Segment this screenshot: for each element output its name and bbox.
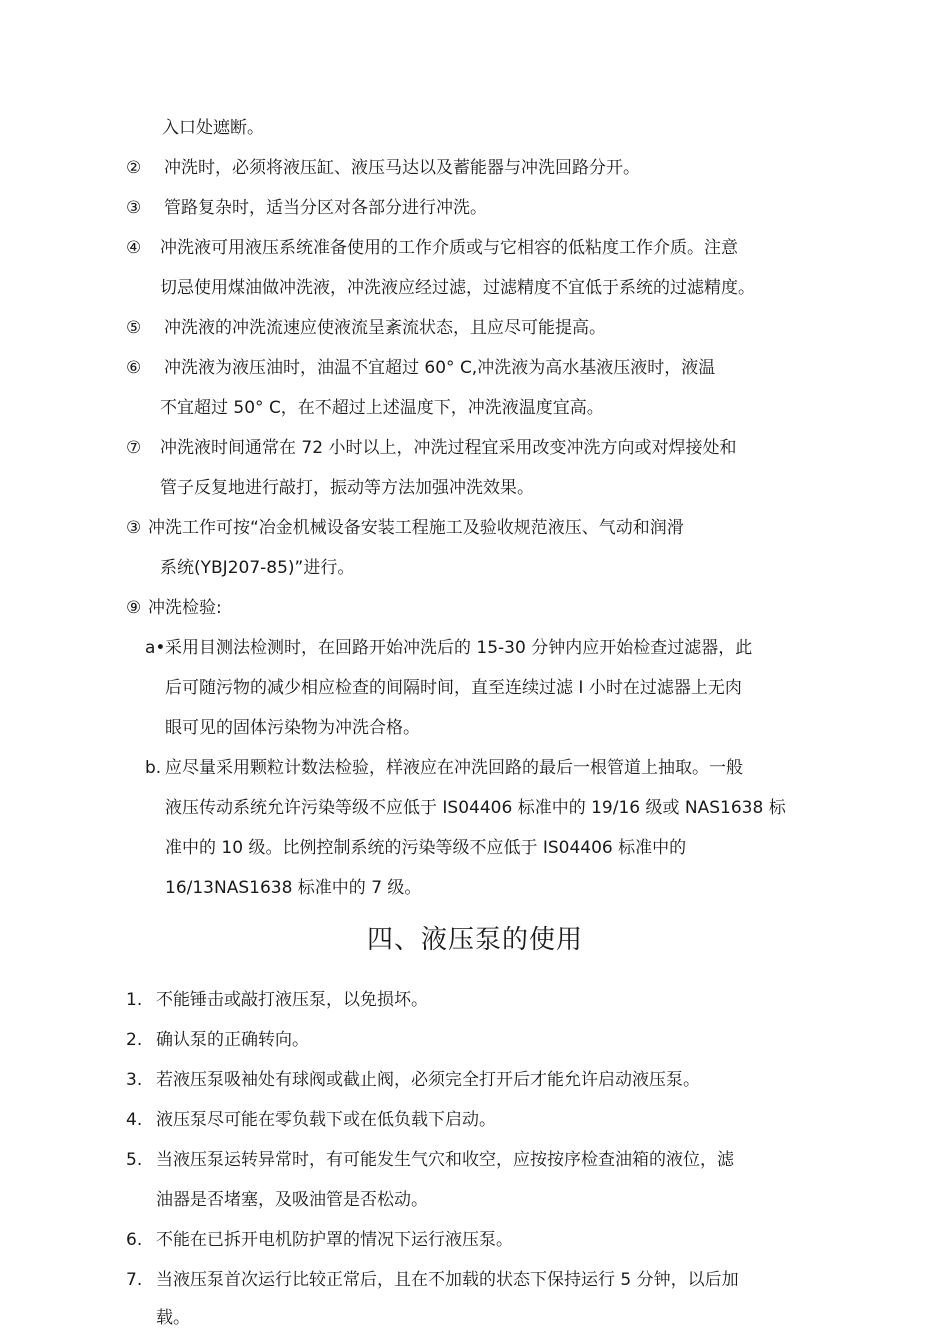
item-marker: ⑤ <box>126 318 142 338</box>
item-text: 系统(YBJ207-85)”进行。 <box>160 558 355 578</box>
item-marker: 2. <box>126 1030 143 1050</box>
item-text: 采用目测法检测时，在回路开始冲洗后的 15-30 分钟内应开始检查过滤器，此 <box>165 638 753 658</box>
item-marker: 3. <box>126 1070 143 1090</box>
item-marker: ⑨ <box>126 598 142 618</box>
item-marker: 7. <box>126 1270 143 1290</box>
item-marker: ③ <box>126 198 142 218</box>
item-text: 油器是否堵塞，及吸油管是否松动。 <box>156 1190 428 1210</box>
item-text: 应尽量采用颗粒计数法检验，样液应在冲洗回路的最后一根管道上抽取。一般 <box>165 758 743 778</box>
item-text: 当液压泵首次运行比较正常后，且在不加载的状态下保持运行 5 分钟，以后加 <box>156 1270 739 1290</box>
item-marker: b. <box>145 758 162 778</box>
item-text: 冲洗液时间通常在 72 小时以上，冲洗过程宜采用改变冲洗方向或对焊接处和 <box>160 438 737 458</box>
item-text: 不能锤击或敲打液压泵，以免损坏。 <box>156 990 428 1010</box>
item-text: 冲洗液可用液压系统准备使用的工作介质或与它相容的低粘度工作介质。注意 <box>160 238 738 258</box>
item-marker: ② <box>126 158 142 178</box>
item-text: 切忌使用煤油做冲洗液，冲洗液应经过滤，过滤精度不宜低于系统的过滤精度。 <box>160 278 755 298</box>
item-marker: ④ <box>126 238 142 258</box>
item-marker: 1. <box>126 990 143 1010</box>
item-text: 载。 <box>156 1308 190 1328</box>
item-text: 管路复杂时，适当分区对各部分进行冲洗。 <box>164 198 487 218</box>
item-text: 冲洗液的冲洗流速应使液流呈紊流状态，且应尽可能提高。 <box>164 318 606 338</box>
item-text: 当液压泵运转异常时，有可能发生气穴和收空，应按按序检查油箱的液位，滤 <box>156 1150 734 1170</box>
paragraph-line: 入口处遮断。 <box>162 118 264 138</box>
item-text: 冲洗检验: <box>148 598 222 618</box>
item-text: 冲洗时，必须将液压缸、液压马达以及蓄能器与冲洗回路分开。 <box>164 158 640 178</box>
item-marker: 4. <box>126 1110 143 1130</box>
item-text: 后可随污物的减少相应检查的间隔时间，直至连续过滤 I 小时在过滤器上无肉 <box>165 678 742 698</box>
item-text: 液压泵尽可能在零负载下或在低负载下启动。 <box>156 1110 496 1130</box>
item-text: 16/13NAS1638 标准中的 7 级。 <box>165 878 422 898</box>
item-text: 冲洗工作可按“冶金机械设备安装工程施工及验收规范液压、气动和润滑 <box>148 518 684 538</box>
item-text: 冲洗液为液压油时，油温不宜超过 60° C,冲洗液为高水基液压液时，液温 <box>164 358 716 378</box>
item-text: 管子反复地进行敲打，振动等方法加强冲洗效果。 <box>160 478 534 498</box>
item-text: 不能在已拆开电机防护罩的情况下运行液压泵。 <box>156 1230 513 1250</box>
item-marker: ③ <box>126 518 142 538</box>
section-heading: 四、液压泵的使用 <box>366 925 583 955</box>
item-text: 准中的 10 级。比例控制系统的污染等级不应低于 IS04406 标准中的 <box>165 838 687 858</box>
item-text: 若液压泵吸袖处有球阀或截止阀，必须完全打开后才能允许启动液压泵。 <box>156 1070 700 1090</box>
item-text: 确认泵的正确转向。 <box>156 1030 309 1050</box>
item-text: 眼可见的固体污染物为冲洗合格。 <box>165 718 420 738</box>
item-marker: 5. <box>126 1150 143 1170</box>
item-marker: ⑥ <box>126 358 142 378</box>
item-text: 液压传动系统允许污染等级不应低于 IS04406 标准中的 19/16 级或 NAS1638 标 <box>165 798 786 818</box>
item-marker: a• <box>145 638 166 658</box>
item-text: 不宜超过 50° C，在不超过上述温度下，冲洗液温度宜高。 <box>160 398 604 418</box>
item-marker: ⑦ <box>126 438 142 458</box>
item-marker: 6. <box>126 1230 143 1250</box>
